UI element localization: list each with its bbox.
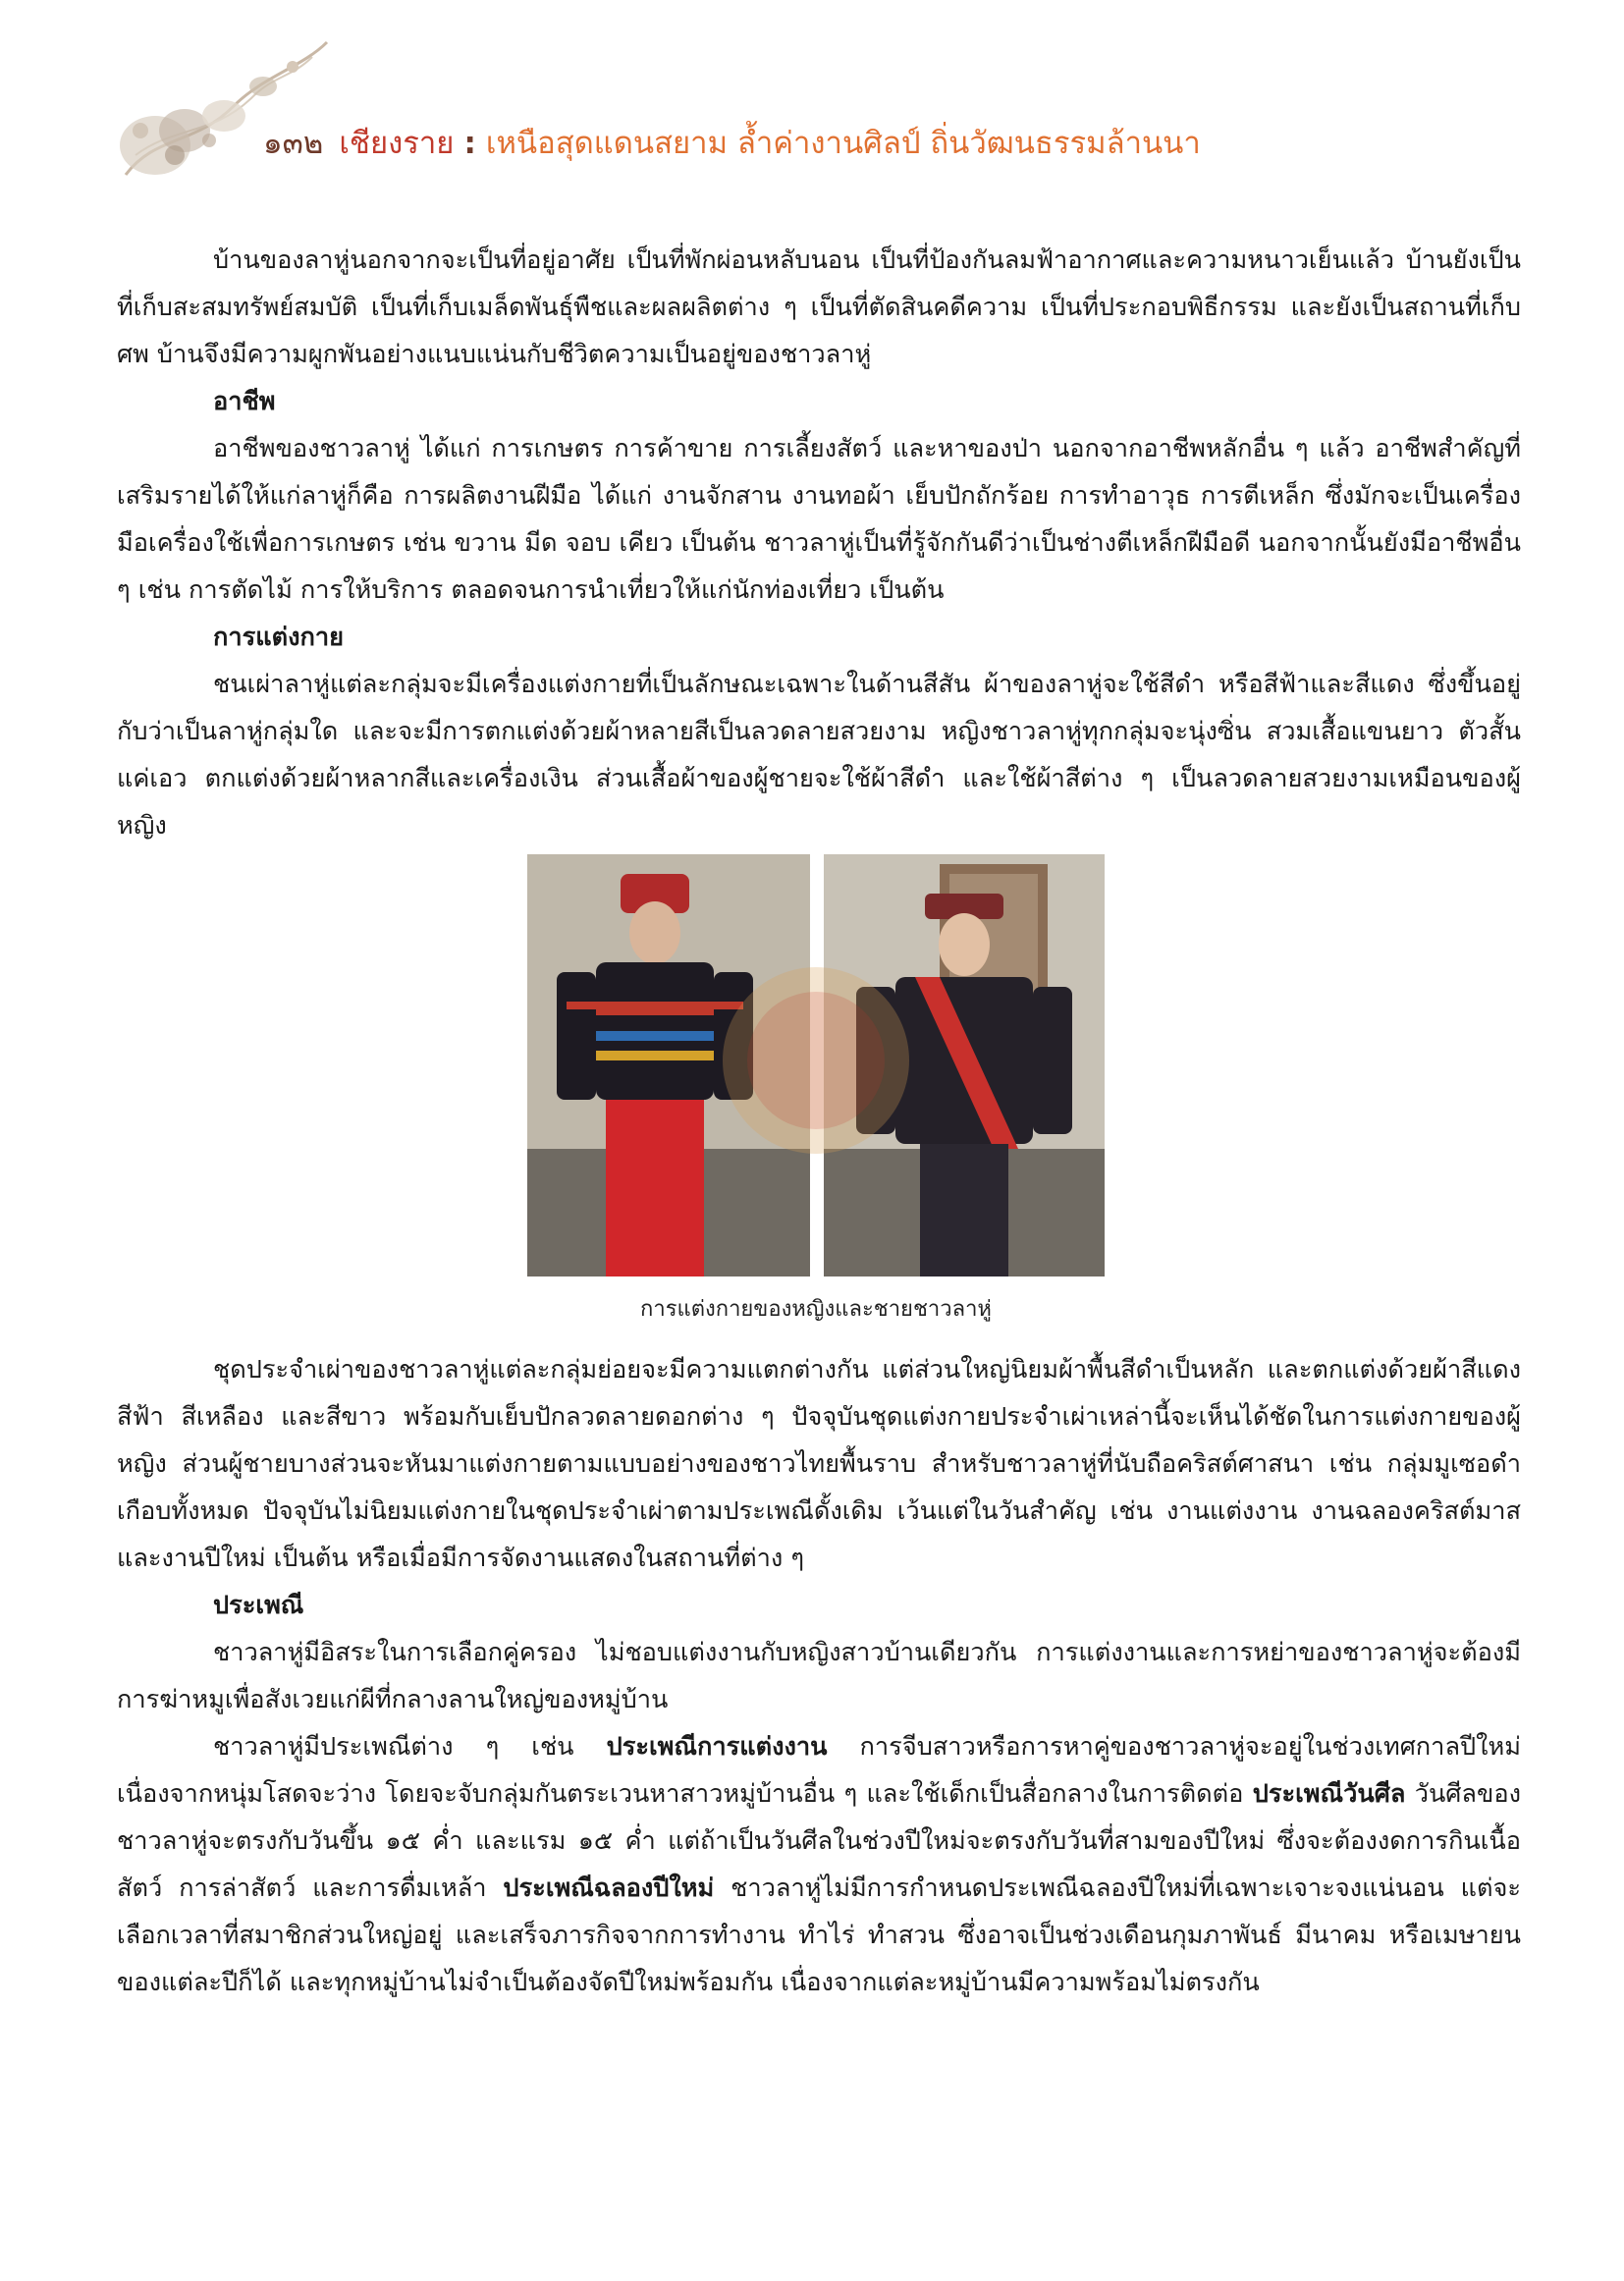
page-number: ๑๓๒: [263, 126, 324, 161]
traditions-intro: ชาวลาหู่มีประเพณีต่าง ๆ เช่น: [213, 1731, 607, 1761]
paragraph-costume: ชุดประจำเผ่าของชาวลาหู่แต่ละกลุ่มย่อยจะมีความแตกต่างกัน แต่ส่วนใหญ่นิยมผ้าพื้นสีดำเป็นหลัก และตกแต่งด้วยผ้าสีแดง สีฟ้า สีเหลือง และสีขาว พร้อมกับเย็บปักลวดลายดอกต่าง ๆ ปัจจุบันชุดแต่งกายประจำเผ่าเหล่านี้จะเห็นได้ชัดในการแต่งกายของผู้หญิง ส่วนผู้ชายบางส่วนจะหันมาแต่งกายตามแบบอย่างของชาวไทยพื้นราบ สำหรับชาวลาหู่ที่นับถือคริสต์ศาสนา เช่น กลุ่มมูเซอดำเกือบทั้งหมด ปัจจุบันไม่นิยมแต่งกายในชุดประจำเผ่าตามประเพณีดั้งเดิม เว้นแต่ในวันสำคัญ เช่น งานแต่งงาน งานฉลองคริสต์มาส และงานปีใหม่ เป็นต้น หรือเมื่อมีการจัดงานแสดงในสถานที่ต่าง ๆ: [117, 1354, 1521, 1572]
new-year-term: ประเพณีฉลองปีใหม่: [503, 1873, 715, 1902]
wedding-tradition-term: ประเพณีการแต่งงาน: [606, 1731, 828, 1761]
book-subtitle: เหนือสุดแดนสยาม ล้ำค่างานศิลป์ ถิ่นวัฒนธรรมล้านนา: [485, 126, 1201, 161]
heading-dress: การแต่งกาย: [213, 622, 345, 651]
new-year-text: ชาวลาหู่ไม่มีการกำหนดประเพณีฉลองปีใหม่ที่เฉพาะเจาะจงแน่นอน แต่จะเลือกเวลาที่สมาชิกส่วนใหญ่อยู่ และเสร็จภารกิจจากการทำงาน ทำไร่ ทำสวน ซึ่งอาจเป็นช่วงเดือนกุมภาพันธ์ มีนาคม หรือเมษายน ของแต่ละปีก็ได้ และทุกหมู่บ้านไม่จำเป็นต้องจัดปีใหม่พร้อมกัน เนื่องจากแต่ละหมู่บ้านมีความพร้อมไม่ตรงกัน: [117, 1873, 1521, 1996]
sin-day-term: ประเพณีวันศีล: [1252, 1778, 1406, 1808]
paragraph-marriage: ชาวลาหู่มีอิสระในการเลือกคู่ครอง ไม่ชอบแต่งงานกับหญิงสาวบ้านเดียวกัน การแต่งงานและการหย่าของชาวลาหู่จะต้องมีการฆ่าหมูเพื่อสังเวยแก่ผีที่กลางลานใหญ่ของหมู่บ้าน: [117, 1637, 1521, 1713]
body-content: [117, 236, 1521, 2005]
page-header: [116, 37, 1510, 185]
figure: [117, 854, 1521, 1345]
wedding-tradition-text: การจีบสาวหรือการหาคู่ของชาวลาหู่จะอยู่ในช่วงเทศกาลปีใหม่ เนื่องจากหนุ่มโสดจะว่าง โดยจะจับกลุ่มกันตระเวนหาสาวหมู่บ้านอื่น ๆ และใช้เด็กเป็นสื่อกลางในการติดต่อ: [117, 1731, 1521, 1808]
paragraph-house: บ้านของลาหู่นอกจากจะเป็นที่อยู่อาศัย เป็นที่พักผ่อนหลับนอน เป็นที่ป้องกันลมฟ้าอากาศและความหนาวเย็นแล้ว บ้านยังเป็นที่เก็บสะสมทรัพย์สมบัติ เป็นที่เก็บเมล็ดพันธุ์พืชและผลผลิตต่าง ๆ เป็นที่ตัดสินคดีความ เป็นที่ประกอบพิธีกรรม และยังเป็นสถานที่เก็บศพ บ้านจึงมีความผูกพันอย่างแนบแน่นกับชีวิตความเป็นอยู่ของชาวลาหู่: [117, 244, 1521, 368]
chapter-title: เชียงราย: [339, 126, 455, 161]
paragraph-occupation: อาชีพของชาวลาหู่ ได้แก่ การเกษตร การค้าขาย การเลี้ยงสัตว์ และหาของป่า นอกจากอาชีพหลักอื่น ๆ แล้ว อาชีพสำคัญที่เสริมรายได้ให้แก่ลาหู่ก็คือ การผลิตงานฝีมือ ได้แก่ งานจักสาน งานทอผ้า เย็บปักถักร้อย การทำอาวุธ การตีเหล็ก ซึ่งมักจะเป็นเครื่องมือเครื่องใช้เพื่อการเกษตร เช่น ขวาน มีด จอบ เคียว เป็นต้น ชาวลาหู่เป็นที่รู้จักกันดีว่าเป็นช่างตีเหล็กฝีมือดี นอกจากนั้นยังมีอาชีพอื่น ๆ เช่น การตัดไม้ การให้บริการ ตลอดจนการนำเที่ยวให้แก่นักท่องเที่ยว เป็นต้น: [117, 433, 1521, 604]
running-header: [263, 114, 1201, 173]
paragraph-dress: ชนเผ่าลาหู่แต่ละกลุ่มจะมีเครื่องแต่งกายที่เป็นลักษณะเฉพาะในด้านสีสัน ผ้าของลาหู่จะใช้สีดำ หรือสีฟ้าและสีแดง ซึ่งขึ้นอยู่กับว่าเป็นลาหู่กลุ่มใด และจะมีการตกแต่งด้วยผ้าหลายสีเป็นลวดลายสวยงาม หญิงชาวลาหู่ทุกกลุ่มจะนุ่งซิ่น สวมเสื้อแขนยาว ตัวสั้นแค่เอว ตกแต่งด้วยผ้าหลากสีและเครื่องเงิน ส่วนเสื้อผ้าของผู้ชายจะใช้ผ้าสีดำ และใช้ผ้าสีต่าง ๆ เป็นลวดลายสวยงามเหมือนของผู้หญิง: [117, 669, 1521, 840]
lahu-costume-photo: [527, 854, 1105, 1276]
heading-tradition: ประเพณี: [213, 1590, 304, 1619]
paragraph-traditions: [117, 1722, 1521, 2005]
sin-day-text: วันศีลของชาวลาหู่จะตรงกับวันขึ้น ๑๕ ค่ำ และแรม ๑๕ ค่ำ แต่ถ้าเป็นวันศีลในช่วงปีใหม่จะตรงกับวันที่สามของปีใหม่ ซึ่งจะต้องงดการกินเนื้อสัตว์ การล่าสัตว์ และการดื่มเหล้า: [117, 1778, 1521, 1902]
header-separator: :: [463, 126, 476, 161]
photo-caption: การแต่งกายของหญิงและชายชาวลาหู่: [640, 1297, 992, 1322]
heading-occupation: อาชีพ: [213, 386, 276, 415]
